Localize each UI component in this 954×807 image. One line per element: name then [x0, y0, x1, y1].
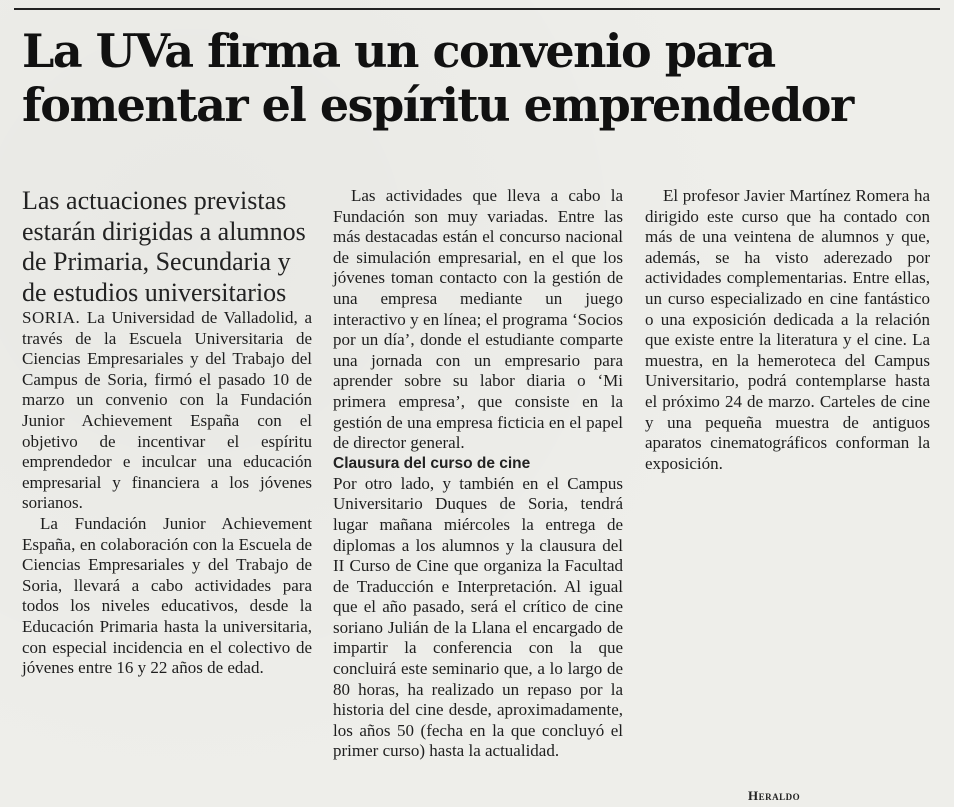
column-1 — [22, 186, 312, 679]
paragraph-3: Las actividades que lleva a cabo la Fundación son muy variadas. Entre las más destacadas están el concurso nacional de simulación empresarial, en el que los jóvenes toman contacto con la gestión de una empresa mediante un juego interactivo y en línea; el programa ‘Socios por un día’, donde el estudiante comparte una jornada con un empresario para aprender sobre su labor diaria o ‘Mi primera empresa’, que consiste en la gestión de una empresa ficticia en el papel de director general. — [333, 186, 623, 453]
subheadline: Las actuaciones previstas estarán dirigidas a alumnos de Primaria, Secundaria y de estudios universitarios — [22, 186, 306, 307]
source-credit: Heraldo — [748, 788, 801, 803]
headline-line-1: La UVa firma un convenio para — [22, 24, 775, 78]
column-2 — [333, 186, 623, 762]
section-title: Clausura del curso de cine — [333, 454, 531, 472]
paragraph-5: El profesor Javier Martínez Romera ha dirigido este curso que ha contado con más de una veintena de alumnos y que, además, se ha visto aderezado por actividades complementarias. Entre ellas, un curso especializado en cine fantástico o una exposición dedicada a la relación que existe entre la literatura y el cine. La muestra, en la hemeroteca del Campus Universitario, podrá contemplarse hasta el próximo 24 de marzo. Carteles de cine y una pequeña muestra de antiguos aparatos cinematográficos conforman la exposición. — [645, 186, 930, 473]
headline-line-2: fomentar el espíritu emprendedor — [22, 78, 853, 132]
column-3 — [645, 186, 930, 474]
paragraph-1 — [22, 308, 312, 514]
dateline: SORIA. — [22, 308, 81, 327]
paragraph-1-text: La Universidad de Valladolid, a través de la Escuela Universitaria de Ciencias Empresariales y del Trabajo del Campus de Soria, firmó el pasado 10 de marzo un convenio con la Fundación Junior Achievement España con el objetivo de incentivar el espíritu emprendedor e inculcar una educación empresarial y financiera a los jóvenes sorianos. — [22, 308, 312, 513]
paragraph-2: La Fundación Junior Achievement España, en colaboración con la Escuela de Ciencias Empresariales y del Trabajo de Soria, llevará a cabo actividades para todos los niveles educativos, desde la Educación Primaria hasta la universitaria, con especial incidencia en el colectivo de jóvenes entre 16 y 22 años de edad. — [22, 513, 312, 678]
headline — [22, 24, 922, 132]
top-rule — [14, 8, 940, 10]
paragraph-4: Por otro lado, y también en el Campus Universitario Duques de Soria, tendrá lugar mañana miércoles la entrega de diplomas a los alumnos y la clausura del II Curso de Cine que organiza la Facultad de Traducción e Interpretación. Al igual que el año pasado, será el crítico de cine soriano Julián de la Llana el encargado de impartir la conferencia con la que concluirá este seminario que, a lo largo de 80 horas, ha realizado un repaso por la historia del cine desde, aproximadamente, los años 50 (fecha en la que concluyó el primer curso) hasta la actualidad. — [333, 473, 623, 761]
